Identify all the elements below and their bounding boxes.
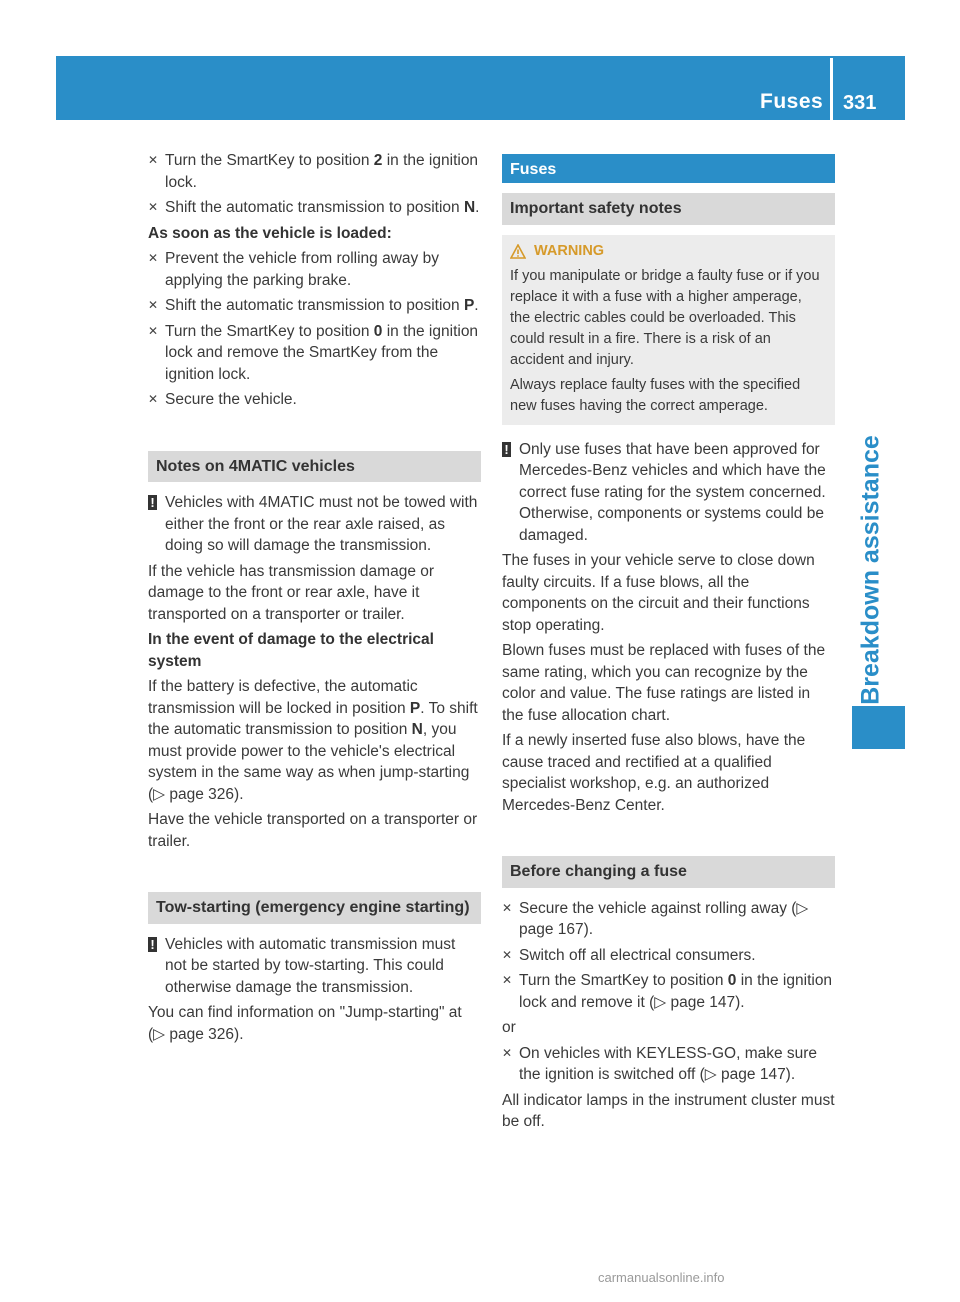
step-arrow-icon: ✕ — [502, 1045, 513, 1060]
section-heading-before-changing: Before changing a fuse — [502, 856, 835, 888]
step-item: ✕ Shift the automatic transmission to position N. — [148, 197, 481, 219]
warning-text: Always replace faulty fuses with the specified new fuses having the correct amperage. — [510, 376, 801, 414]
paragraph: You can find information on "Jump-starting" at (▷ page 326). — [148, 1004, 462, 1043]
sub-heading: In the event of damage to the electrical system — [148, 631, 434, 670]
paragraph: Have the vehicle transported on a transporter or trailer. — [148, 811, 478, 850]
step-arrow-icon: ✕ — [148, 392, 159, 406]
page-number: 331 — [843, 92, 877, 114]
step-item: ✕ Secure the vehicle against rolling away (▷ page 167). — [502, 899, 809, 938]
step-arrow-icon: ✕ — [148, 153, 159, 167]
exclamation-icon: ! — [148, 937, 157, 952]
step-item: ✕ Prevent the vehicle from rolling away by applying the parking brake. — [148, 250, 439, 289]
exclamation-icon: ! — [148, 495, 157, 510]
paragraph: If the vehicle has transmission damage or damage to the front or rear axle, have it transported on a transporter or trailer. — [148, 562, 435, 623]
step-arrow-icon: ✕ — [502, 900, 513, 915]
section-heading-tow-starting: Tow-starting (emergency engine starting) — [148, 892, 481, 924]
step-arrow-icon: ✕ — [148, 200, 159, 214]
warning-box — [502, 235, 835, 425]
header-divider — [830, 58, 833, 120]
or-label: or — [502, 1019, 516, 1036]
caution-note: ! Vehicles with 4MATIC must not be towed with either the front or the rear axle raised, as doing so will damage the transmission. — [148, 492, 481, 557]
step-arrow-icon: ✕ — [148, 251, 159, 265]
paragraph: All indicator lamps in the instrument cluster must be off. — [502, 1091, 835, 1130]
section-heading-fuses: Fuses — [502, 154, 835, 183]
caution-note: ! Vehicles with automatic transmission must not be started by tow-starting. This could otherwise damage the transmission. — [148, 934, 481, 999]
step-arrow-icon: ✕ — [148, 323, 159, 338]
paragraph: Blown fuses must be replaced with fuses of the same rating, which you can recognize by the color and value. The fuse ratings are listed in the fuse allocation chart. — [502, 642, 826, 724]
step-arrow-icon: ✕ — [502, 973, 513, 987]
paragraph: The fuses in your vehicle serve to close down faulty circuits. If a fuse blows, all the components on the circuit and their functions stop operating. — [502, 552, 815, 634]
step-item: ✕ Turn the SmartKey to position 2 in the ignition lock. — [148, 152, 479, 191]
subsection-heading-safety: Important safety notes — [502, 193, 835, 225]
step-item: ✕ Turn the SmartKey to position 0 in the ignition lock and remove it (▷ page 147). — [502, 972, 833, 1011]
step-item: ✕ On vehicles with KEYLESS-GO, make sure the ignition is switched off (▷ page 147). — [502, 1044, 818, 1083]
warning-text: If you manipulate or bridge a faulty fuse or if you replace it with a fuse with a higher amperage, the electric cables could be overloaded. This could result in a fire. There is a risk of an accident and injury. — [510, 267, 820, 368]
footer-watermark: carmanualsonline.info — [598, 1270, 725, 1285]
step-item: ✕ Secure the vehicle. — [148, 389, 481, 411]
caution-note: ! Only use fuses that have been approved for Mercedes-Benz vehicles and which have the correct fuse rating for the system concerned. Otherwise, components or systems could be damaged. — [502, 439, 835, 547]
side-tab-label: Breakdown assistance — [856, 435, 885, 705]
step-item: ✕ Turn the SmartKey to position 0 in the ignition lock and remove the SmartKey from the ignition lock. — [148, 322, 479, 383]
paragraph: If a newly inserted fuse also blows, have the cause traced and rectified at a qualified specialist workshop, e.g. an authorized Mercedes-Benz Center. — [502, 732, 806, 814]
sub-heading: As soon as the vehicle is loaded: — [148, 224, 392, 242]
header-section-title: Fuses — [760, 90, 824, 113]
exclamation-icon: ! — [502, 442, 511, 457]
right-column — [502, 150, 835, 1137]
side-tab-marker — [852, 706, 905, 749]
step-arrow-icon: ✕ — [148, 298, 159, 312]
side-tab — [846, 435, 896, 705]
step-item: ✕ Switch off all electrical consumers. — [502, 945, 835, 967]
left-column — [148, 150, 481, 1049]
step-arrow-icon: ✕ — [502, 947, 513, 962]
step-item: ✕ Shift the automatic transmission to position P. — [148, 295, 481, 317]
paragraph: If the battery is defective, the automatic transmission will be locked in position P. To shift the automatic transmission to position N, you must provide power to the vehicle's electrical system in the same way as when jump-starting (▷ page 326). — [148, 678, 478, 803]
warning-triangle-icon — [510, 244, 526, 259]
section-heading-4matic: Notes on 4MATIC vehicles — [148, 451, 481, 483]
warning-title: WARNING — [534, 242, 605, 259]
